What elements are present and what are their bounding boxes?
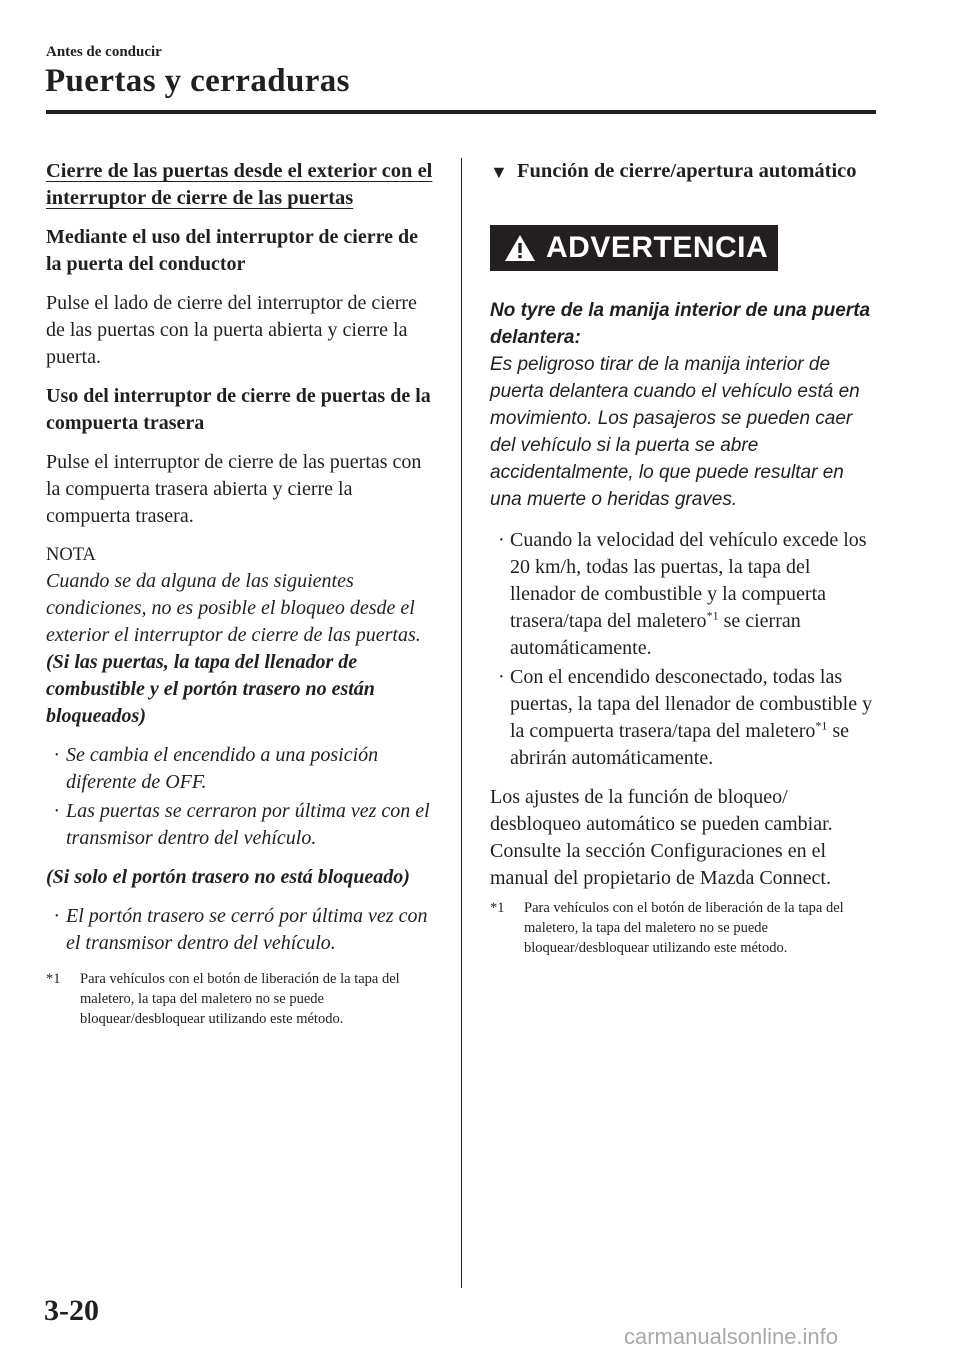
footnote-mark: *1 (46, 971, 61, 987)
warning-triangle-icon (504, 234, 536, 262)
bullet-icon: · (498, 529, 505, 551)
warning-banner (490, 225, 778, 271)
bullet-icon: · (498, 666, 505, 688)
subheading-liftgate-switch: Uso del interruptor de cierre de puertas de la compuerta trasera (46, 385, 431, 434)
settings-paragraph: Los ajustes de la función de bloqueo/ desbloqueo automático se pueden cambiar. Consulte la sección Configuraciones en el manual del propietario de Mazda Connect. (490, 786, 833, 889)
list-item: · Las puertas se cerraron por última vez con el transmisor dentro del vehículo. (54, 800, 430, 849)
footnote-ref: *1 (815, 718, 828, 733)
note-condition-1: (Si las puertas, la tapa del llenador de combustible y el portón trasero no están bloqueados) (46, 651, 375, 727)
footnote-mark: *1 (490, 900, 505, 916)
list-item: · Se cambia el encendido a una posición diferente de OFF. (54, 744, 379, 793)
left-heading: Cierre de las puertas desde el exterior con el interruptor de cierre de las puertas (46, 160, 433, 209)
right-heading: ▼ Función de cierre/apertura automático (490, 158, 880, 185)
bullet-icon: · (54, 905, 59, 927)
header-rule (46, 110, 876, 114)
column-divider (461, 158, 462, 1288)
note-condition-2: (Si solo el portón trasero no está bloqueado) (46, 866, 410, 888)
auto-lock-bullets (490, 527, 880, 772)
chapter-label: Antes de conducir (46, 44, 162, 60)
bullet-icon: · (54, 800, 59, 822)
list-item: · Con el encendido desconectado, todas las puertas, la tapa del llenador de combustible y la compuerta trasera/tapa del maletero$^{*1}$ se abrirán automáticamente. (498, 666, 873, 769)
left-footnote: *1 Para vehículos con el botón de liberación de la tapa del maletero, la tapa del maletero no se puede bloquear/desbloquear utilizando este método. (46, 971, 400, 1027)
paragraph-driver-switch: Pulse el lado de cierre del interruptor de cierre de las puertas con la puerta abierta y cierre la puerta. (46, 292, 417, 368)
bullet-icon: · (54, 744, 59, 766)
section-title: Puertas y cerraduras (45, 63, 350, 99)
watermark: carmanualsonline.info (624, 1324, 839, 1349)
warning-label: ADVERTENCIA (546, 231, 769, 264)
page-number: 3-20 (44, 1294, 99, 1327)
left-column (46, 158, 434, 1029)
subheading-driver-switch: Mediante el uso del interruptor de cierre de la puerta del conductor (46, 226, 418, 275)
warning-title: No tyre de la manija interior de una puerta delantera: (490, 300, 871, 348)
list-item: · Cuando la velocidad del vehículo excede los 20 km/h, todas las puertas, la tapa del llenador de combustible y la compuerta trasera/tapa del maletero$^{*1}$ se cierran automáticamente. (498, 529, 867, 659)
note-bullets-2 (46, 903, 434, 957)
list-item: · El portón trasero se cerró por última vez con el transmisor dentro del vehículo. (54, 905, 428, 954)
warning-text: Es peligroso tirar de la manija interior de puerta delantera cuando el vehículo está en movimiento. Los pasajeros se pueden caer del vehículo si la puerta se abre accidentalmente, lo que puede resultar en una muerte o heridas graves. (490, 354, 860, 510)
right-footnote: *1 Para vehículos con el botón de liberación de la tapa del maletero, la tapa del maletero no se puede bloquear/desbloquear utilizando este método. (490, 900, 844, 956)
note-text: Cuando se da alguna de las siguientes condiciones, no es posible el bloqueo desde el exterior el interruptor de cierre de las puertas. (46, 570, 421, 646)
right-column (490, 158, 880, 958)
footnote-ref: *1 (706, 608, 719, 623)
triangle-down-icon: ▼ (490, 162, 508, 182)
note-label: NOTA (46, 545, 96, 565)
note-bullets-1 (46, 742, 434, 852)
paragraph-liftgate-switch: Pulse el interruptor de cierre de las puertas con la compuerta trasera abierta y cierre la compuerta trasera. (46, 451, 422, 527)
